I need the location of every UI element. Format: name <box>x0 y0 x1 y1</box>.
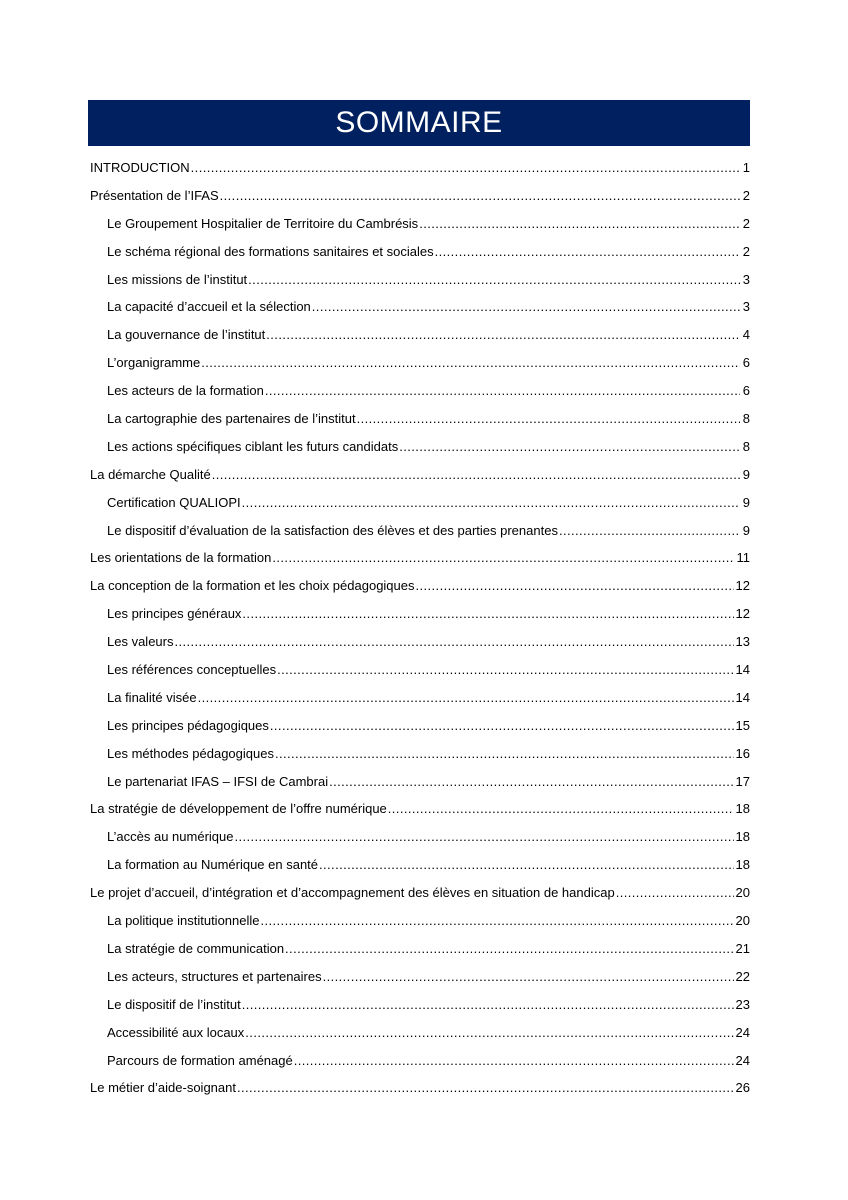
toc-dot-leader <box>237 1074 734 1102</box>
toc-page-number: 8 <box>742 411 750 427</box>
toc-entry-label: La stratégie de développement de l’offre numérique <box>90 801 387 817</box>
toc-entry-label: Le dispositif de l’institut <box>107 996 241 1012</box>
toc-page-number: 14 <box>735 662 750 678</box>
toc-dot-leader <box>220 182 740 210</box>
toc-dot-leader <box>265 377 740 405</box>
toc-entry-label: La politique institutionnelle <box>107 913 260 929</box>
toc-entry-label: La finalité visée <box>107 689 197 705</box>
toc-dot-leader <box>266 321 740 349</box>
toc-entry-label: Les acteurs de la formation <box>107 383 264 399</box>
toc-section-entry[interactable] <box>90 544 750 572</box>
toc-entry-label: Les principes pédagogiques <box>107 717 269 733</box>
toc-page-number: 21 <box>735 940 750 956</box>
toc-dot-leader <box>242 600 733 628</box>
toc-subsection-entry[interactable] <box>90 349 750 377</box>
toc-page-number: 6 <box>742 355 750 371</box>
toc-entry-label: Le projet d’accueil, d’intégration et d’accompagnement des élèves en situation de handicap <box>90 885 615 901</box>
toc-dot-leader <box>174 628 733 656</box>
toc-entry-label: Le partenariat IFAS – IFSI de Cambrai <box>107 773 329 789</box>
toc-dot-leader <box>357 405 740 433</box>
toc-subsection-entry[interactable] <box>90 517 750 545</box>
toc-page-number: 20 <box>735 913 750 929</box>
toc-dot-leader <box>399 433 740 461</box>
toc-dot-leader <box>323 963 734 991</box>
toc-entry-label: La formation au Numérique en santé <box>107 857 319 873</box>
toc-page-number: 12 <box>735 606 750 622</box>
toc-page-number: 12 <box>735 578 750 594</box>
toc-dot-leader <box>312 293 740 321</box>
toc-section-entry[interactable] <box>90 879 750 907</box>
toc-page-number: 9 <box>742 466 750 482</box>
toc-entry-label: Le dispositif d’évaluation de la satisfaction des élèves et des parties prenantes <box>107 522 558 538</box>
toc-subsection-entry[interactable] <box>90 991 750 1019</box>
toc-entry-label: Le métier d’aide-soignant <box>90 1080 236 1096</box>
toc-dot-leader <box>270 712 734 740</box>
toc-entry-label: Les méthodes pédagogiques <box>107 745 274 761</box>
toc-entry-label: Accessibilité aux locaux <box>107 1024 245 1040</box>
toc-entry-label: L’organigramme <box>107 355 201 371</box>
toc-page-number: 4 <box>742 327 750 343</box>
toc-subsection-entry[interactable] <box>90 489 750 517</box>
toc-page-number: 20 <box>735 885 750 901</box>
toc-page-number: 3 <box>742 299 750 315</box>
toc-page-number: 18 <box>735 801 750 817</box>
toc-entry-label: Les valeurs <box>107 634 174 650</box>
toc-dot-leader <box>242 489 740 517</box>
toc-section-entry[interactable] <box>90 795 750 823</box>
toc-dot-leader <box>261 907 734 935</box>
toc-entry-label: Les actions spécifiques ciblant les futurs candidats <box>107 438 399 454</box>
toc-entry-label: Les orientations de la formation <box>90 550 272 566</box>
toc-entry-label: Les missions de l’institut <box>107 271 248 287</box>
toc-entry-label: Le schéma régional des formations sanitaires et sociales <box>107 243 434 259</box>
toc-subsection-entry[interactable] <box>90 823 750 851</box>
toc-page-number: 15 <box>735 717 750 733</box>
toc-dot-leader <box>616 879 734 907</box>
toc-subsection-entry[interactable] <box>90 600 750 628</box>
toc-subsection-entry[interactable] <box>90 405 750 433</box>
toc-page-number: 2 <box>742 215 750 231</box>
toc-entry-label: Les principes généraux <box>107 606 242 622</box>
toc-page-number: 2 <box>742 187 750 203</box>
toc-dot-leader <box>234 823 733 851</box>
toc-dot-leader <box>294 1047 734 1075</box>
toc-page-number: 14 <box>735 689 750 705</box>
toc-entry-label: La démarche Qualité <box>90 466 211 482</box>
toc-subsection-entry[interactable] <box>90 768 750 796</box>
toc-entry-label: Les références conceptuelles <box>107 662 277 678</box>
toc-entry-label: La stratégie de communication <box>107 940 285 956</box>
toc-dot-leader <box>559 517 740 545</box>
toc-subsection-entry[interactable] <box>90 433 750 461</box>
toc-page-number: 3 <box>742 271 750 287</box>
toc-dot-leader <box>242 991 734 1019</box>
toc-page-number: 11 <box>736 550 750 566</box>
toc-page-number: 8 <box>742 438 750 454</box>
toc-dot-leader <box>198 684 734 712</box>
toc-dot-leader <box>277 656 733 684</box>
toc-page-number: 13 <box>735 634 750 650</box>
toc-page-number: 9 <box>742 522 750 538</box>
toc-subsection-entry[interactable] <box>90 656 750 684</box>
toc-dot-leader <box>319 851 734 879</box>
toc-entry-label: La conception de la formation et les choix pédagogiques <box>90 578 415 594</box>
toc-dot-leader <box>435 238 740 266</box>
toc-page-number: 9 <box>742 494 750 510</box>
toc-dot-leader <box>212 461 740 489</box>
toc-subsection-entry[interactable] <box>90 935 750 963</box>
toc-subsection-entry[interactable] <box>90 293 750 321</box>
toc-subsection-entry[interactable] <box>90 740 750 768</box>
toc-entry-label: La capacité d’accueil et la sélection <box>107 299 311 315</box>
toc-dot-leader <box>419 210 740 238</box>
toc-entry-label: L’accès au numérique <box>107 829 234 845</box>
toc-subsection-entry[interactable] <box>90 963 750 991</box>
toc-dot-leader <box>275 740 734 768</box>
toc-subsection-entry[interactable] <box>90 851 750 879</box>
toc-section-entry[interactable] <box>90 154 750 182</box>
table-of-contents-title: SOMMAIRE <box>88 100 750 146</box>
toc-entry-label: La gouvernance de l’institut <box>107 327 266 343</box>
toc-page-number: 17 <box>735 773 750 789</box>
toc-subsection-entry[interactable] <box>90 238 750 266</box>
toc-subsection-entry[interactable] <box>90 377 750 405</box>
toc-page-number: 22 <box>735 968 750 984</box>
toc-subsection-entry[interactable] <box>90 1047 750 1075</box>
toc-dot-leader <box>248 266 740 294</box>
toc-section-entry[interactable] <box>90 572 750 600</box>
toc-section-entry[interactable] <box>90 182 750 210</box>
toc-entry-label: La cartographie des partenaires de l’institut <box>107 411 356 427</box>
toc-subsection-entry[interactable] <box>90 321 750 349</box>
toc-subsection-entry[interactable] <box>90 712 750 740</box>
toc-subsection-entry[interactable] <box>90 628 750 656</box>
toc-dot-leader <box>388 795 734 823</box>
toc-page-number: 26 <box>735 1080 750 1096</box>
toc-dot-leader <box>201 349 740 377</box>
toc-dot-leader <box>285 935 733 963</box>
toc-page-number: 23 <box>735 996 750 1012</box>
toc-entry-label: INTRODUCTION <box>90 160 190 175</box>
toc-dot-leader <box>191 154 740 182</box>
toc-dot-leader <box>272 544 734 572</box>
toc-subsection-entry[interactable] <box>90 210 750 238</box>
toc-entry-label: Parcours de formation aménagé <box>107 1052 293 1068</box>
toc-section-entry[interactable] <box>90 1074 750 1102</box>
toc-entry-label: Présentation de l’IFAS <box>90 187 219 203</box>
toc-page-number: 2 <box>742 243 750 259</box>
toc-dot-leader <box>329 768 733 796</box>
toc-subsection-entry[interactable] <box>90 1019 750 1047</box>
toc-page-number: 18 <box>735 829 750 845</box>
toc-subsection-entry[interactable] <box>90 907 750 935</box>
toc-section-entry[interactable] <box>90 461 750 489</box>
toc-subsection-entry[interactable] <box>90 266 750 294</box>
toc-dot-leader <box>416 572 734 600</box>
toc-page-number: 18 <box>735 857 750 873</box>
toc-entry-label: Le Groupement Hospitalier de Territoire du Cambrésis <box>107 215 419 231</box>
toc-entry-label: Certification QUALIOPI <box>107 494 241 510</box>
toc-dot-leader <box>245 1019 733 1047</box>
toc-subsection-entry[interactable] <box>90 684 750 712</box>
table-of-contents <box>90 154 750 1102</box>
toc-page-number: 1 <box>742 160 750 175</box>
toc-page-number: 24 <box>735 1024 750 1040</box>
toc-entry-label: Les acteurs, structures et partenaires <box>107 968 322 984</box>
toc-page-number: 6 <box>742 383 750 399</box>
toc-page-number: 24 <box>735 1052 750 1068</box>
toc-page-number: 16 <box>735 745 750 761</box>
